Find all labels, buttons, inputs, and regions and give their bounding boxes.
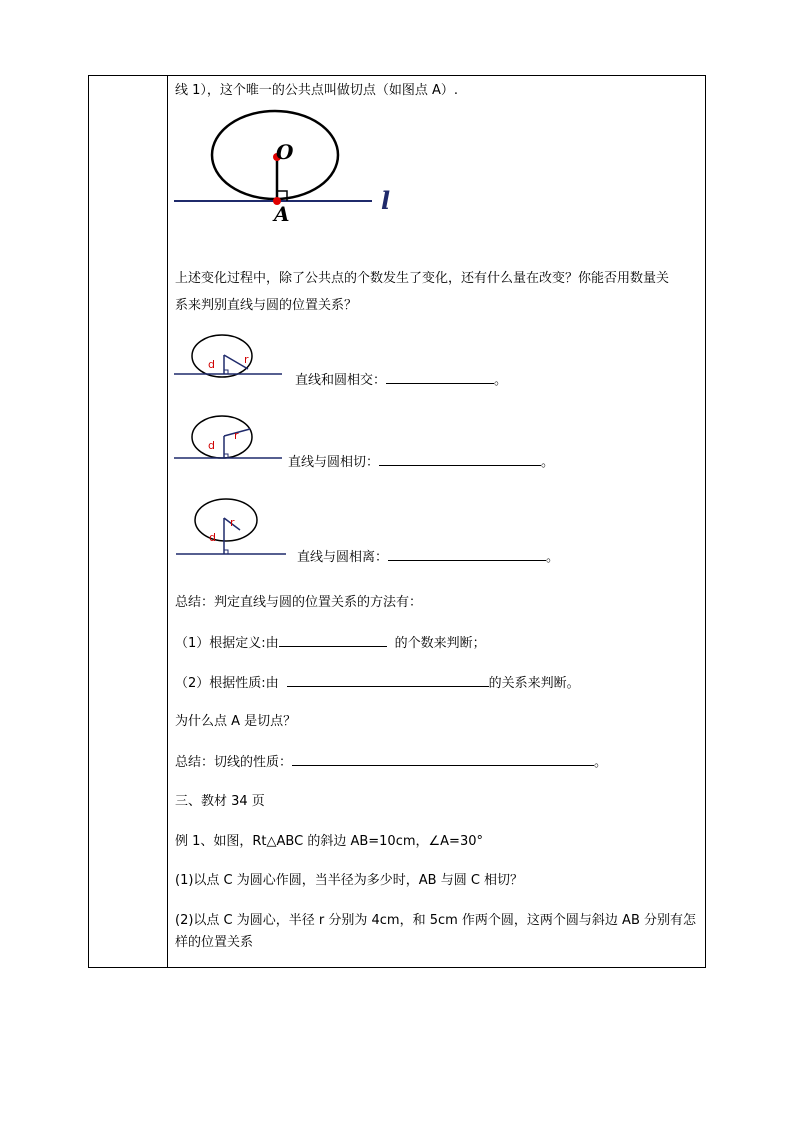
section-heading: 三、教材 34 页 — [175, 794, 265, 809]
r-label: r — [244, 353, 249, 366]
tangent-figure — [170, 110, 410, 230]
summary-tangent-property: 总结：切线的性质： 。 — [175, 755, 608, 770]
method-1: （1）根据定义:由 的个数来判断； — [175, 636, 486, 651]
tangent-small-figure — [174, 414, 284, 464]
example-question-2-line-1: (2)以点 C 为圆心，半径 r 分别为 4cm，和 5cm 作两个圆，这两个圆与斜边 AB 分别有怎 — [175, 913, 697, 928]
label-l: l — [381, 186, 391, 215]
example-question-2-line-2: 样的位置关系 — [175, 935, 254, 950]
d-label: d — [209, 531, 216, 544]
question-line-2: 系来判别直线与圆的位置关系？ — [175, 298, 358, 313]
column-divider — [167, 75, 168, 968]
relation-tangent: 直线与圆相切： 。 — [288, 455, 555, 470]
relation-separate: 直线与圆相离： 。 — [297, 550, 560, 565]
intro-line: 线 1），这个唯一的公共点叫做切点（如图点 A）. — [175, 83, 459, 98]
relation-intersect: 直线和圆相交： 。 — [295, 373, 508, 388]
r-label: r — [230, 516, 235, 529]
separate-figure — [176, 496, 288, 561]
label-a: A — [274, 202, 290, 226]
example-line-1: 例 1、如图，Rt△ABC 的斜边 AB=10cm，∠A=30° — [175, 834, 483, 849]
method-2: （2）根据性质:由 的关系来判断。 — [175, 676, 580, 691]
intersect-figure — [174, 333, 284, 383]
why-question: 为什么点 A 是切点？ — [175, 714, 297, 729]
d-label: d — [208, 439, 215, 452]
label-o: O — [276, 140, 294, 164]
question-line-1: 上述变化过程中，除了公共点的个数发生了变化，还有什么量在改变？你能否用数量关 — [175, 271, 670, 286]
d-label: d — [208, 358, 215, 371]
summary-title: 总结：判定直线与圆的位置关系的方法有： — [175, 595, 423, 610]
example-question-1: (1)以点 C 为圆心作圆，当半径为多少时，AB 与圆 C 相切？ — [175, 873, 524, 888]
r-label: r — [234, 429, 239, 442]
